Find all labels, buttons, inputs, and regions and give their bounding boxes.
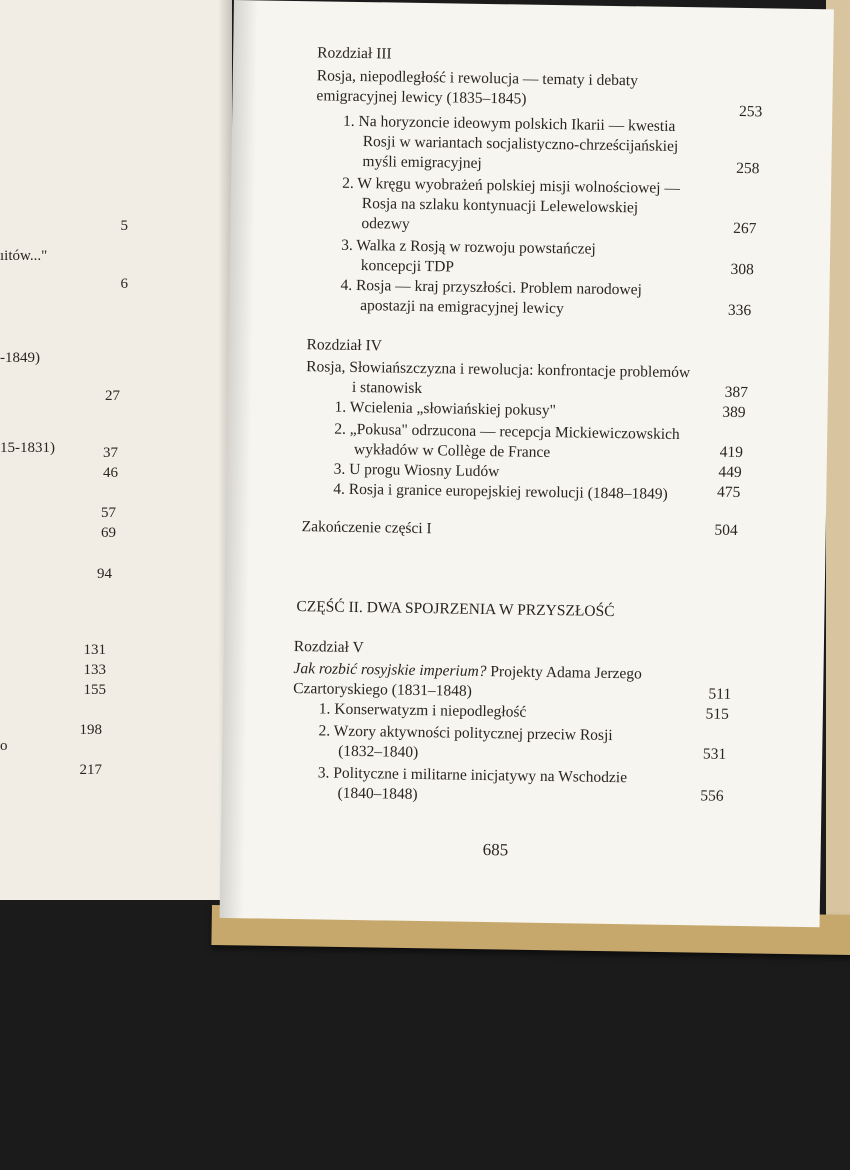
chapter-heading: Rozdział III	[317, 44, 392, 63]
page-number: 419	[719, 443, 744, 462]
toc-entry: 2. W kręgu wyobrażeń polskiej misji wolnościowej —	[342, 174, 681, 198]
chapter-heading: Rozdział V	[293, 638, 364, 657]
toc-entry: 4. Rosja i granice europejskiej rewolucji (1848–1849)	[333, 480, 668, 503]
toc-entry: wykładów w Collège de France	[353, 440, 551, 462]
chapter-heading: Rozdział IV	[306, 336, 383, 355]
page-number: 267	[733, 219, 757, 238]
toc-entry: 3. Walka z Rosją w rozwoju powstańczej	[341, 236, 596, 258]
chapter-title: Czartoryskiego (1831–1848)	[293, 680, 472, 700]
toc-entry: apostazji na emigracyjnej lewicy	[360, 297, 564, 318]
page-number: 253	[738, 102, 763, 121]
left-page-number: 57	[101, 505, 116, 521]
left-page-number: 69	[101, 525, 116, 541]
toc-entry: Rosja na szlaku kontynuacji Lelewelowskiej	[361, 195, 639, 217]
left-page-number: 131	[83, 642, 106, 658]
page-number: 556	[700, 787, 724, 805]
page-number: 515	[705, 705, 729, 723]
chapter-title: Rosja, niepodległość i rewolucja — tematy i debaty	[316, 67, 639, 90]
page-number: 389	[722, 403, 746, 422]
page-folio: 685	[482, 840, 509, 860]
chapter-title-italic: Jak rozbić rosyjskie imperium?	[293, 660, 487, 681]
left-page-number: 6	[120, 276, 128, 292]
toc-entry: 1. Konserwatyzm i niepodległość	[318, 700, 527, 721]
toc-entry: 2. „Pokusa" odrzucona — recepcja Mickiewiczowskich	[334, 420, 680, 444]
page-number: 504	[714, 521, 738, 539]
toc-entry: 4. Rosja — kraj przyszłości. Problem narodowej	[340, 276, 642, 299]
toc-entry: (1840–1848)	[337, 784, 418, 803]
toc-entry: myśli emigracyjnej	[362, 153, 482, 172]
left-page-number: 217	[79, 762, 102, 778]
left-page-number: 133	[83, 662, 106, 678]
toc-entry: 3. Polityczne i militarne inicjatywy na Wschodzie	[317, 764, 628, 787]
toc-entry: odezwy	[361, 215, 410, 233]
toc-entry: 1. Wcielenia „słowiańskiej pokusy"	[334, 398, 557, 420]
left-page-number: 37	[103, 445, 118, 461]
toc-entry: koncepcji TDP	[360, 257, 455, 276]
toc-entry: 3. U progu Wiosny Ludów	[333, 460, 500, 481]
part-heading: CZĘŚĆ II. DWA SPOJRZENIA W PRZYSZŁOŚĆ	[296, 598, 615, 621]
left-page-number: 155	[83, 682, 106, 698]
toc-entry: Rosji w wariantach socjalistyczno-chrześcijańskiej	[362, 133, 679, 155]
page-number: 449	[718, 463, 742, 482]
chapter-title-rest: Projekty Adama Jerzego	[486, 663, 642, 683]
page-number: 258	[736, 159, 760, 178]
left-page-number: 46	[103, 465, 118, 481]
page-number: 387	[724, 383, 749, 402]
page-number: 308	[730, 260, 754, 279]
left-page	[0, 0, 232, 900]
page-number: 531	[702, 745, 727, 763]
left-page-fragment: o	[0, 738, 8, 754]
page-number: 336	[727, 301, 752, 320]
chapter-title: Rosja, Słowiańszczyzna i rewolucja: konfrontacje problemów	[306, 358, 691, 382]
left-page-number: 5	[120, 218, 128, 234]
page-number: 511	[708, 685, 732, 703]
left-page-fragment: 15-1831)	[0, 440, 55, 456]
left-page-fragment: -1849)	[0, 350, 40, 366]
left-page-number: 27	[105, 388, 120, 404]
left-page-fragment: ıitów..."	[0, 248, 48, 264]
toc-entry: 2. Wzory aktywności politycznej przeciw Rosji	[318, 722, 613, 745]
toc-entry: Zakończenie części I	[301, 518, 432, 538]
chapter-title: emigracyjnej lewicy (1835–1845)	[316, 87, 527, 108]
chapter-title: i stanowisk	[351, 378, 423, 398]
toc-entry: (1832–1840)	[338, 742, 419, 761]
left-page-number: 198	[79, 722, 102, 738]
toc-page	[220, 0, 834, 927]
toc-entry: 1. Na horyzoncie ideowym polskich Ikarii — kwestia	[342, 112, 676, 135]
left-page-number: 94	[97, 566, 112, 582]
page-number: 475	[716, 483, 741, 502]
